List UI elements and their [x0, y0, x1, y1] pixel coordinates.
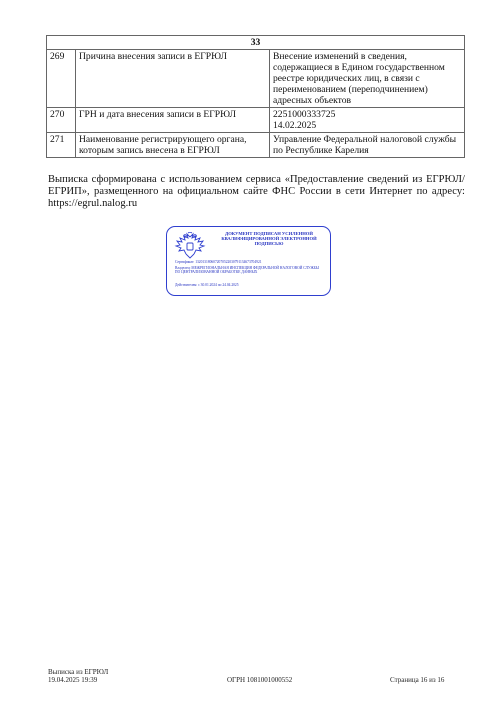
- row-number: 269: [47, 50, 76, 108]
- row-number: 270: [47, 108, 76, 133]
- section-header-row: [47, 36, 465, 50]
- source-note: Выписка сформирована с использованием сервиса «Предоставление сведений из ЕГРЮЛ/ЕГРИП», размещенного на официальном сайте ФНС России в сети Интернет по адресу: https://egrul.nalog.ru: [48, 174, 465, 209]
- grn-value: 2251000333725: [273, 109, 336, 120]
- table-row: [47, 50, 465, 108]
- field-value: Управление Федеральной налоговой службы по Республике Карелия: [270, 133, 465, 158]
- field-value: [270, 108, 465, 133]
- stamp-owner: Владелец: МЕЖРЕГИОНАЛЬНАЯ ИНСПЕКЦИЯ ФЕДЕРАЛЬНОЙ НАЛОГОВОЙ СЛУЖБЫ ПО ЦЕНТРАЛИЗОВАННОЙ ОБРАБОТКЕ ДАННЫХ: [175, 266, 319, 275]
- grn-date: 14.02.2025: [273, 120, 317, 131]
- stamp-title: ДОКУМЕНТ ПОДПИСАН УСИЛЕННОЙ КВАЛИФИЦИРОВАННОЙ ЭЛЕКТРОННОЙ ПОДПИСЬЮ: [221, 231, 317, 247]
- field-name: ГРН и дата внесения записи в ЕГРЮЛ: [76, 108, 270, 133]
- stamp-validity: Действителен: с 30.01.2024 по 24.04.2025: [175, 283, 239, 287]
- double-headed-eagle-emblem-icon: [173, 232, 207, 260]
- table-row: [47, 133, 465, 158]
- row-number: 271: [47, 133, 76, 158]
- field-value: Внесение изменений в сведения, содержащиеся в Едином государственном реестре юридических лиц, в связи с переименованием (переподчинением) адресных объектов: [270, 50, 465, 108]
- field-name: Причина внесения записи в ЕГРЮЛ: [76, 50, 270, 108]
- electronic-signature-stamp: [166, 226, 331, 296]
- footer-title: Выписка из ЕГРЮЛ: [48, 668, 109, 676]
- egrul-records-table: [46, 35, 465, 158]
- footer-left: [48, 668, 108, 684]
- footer-datetime: 19.04.2025 19:39: [48, 676, 98, 684]
- section-number: 33: [47, 36, 465, 50]
- table-row: [47, 108, 465, 133]
- footer-ogrn: ОГРН 1081001000552: [227, 676, 293, 684]
- stamp-certificate: Сертификат: 1320131806072070522030791134673704921: [175, 260, 262, 264]
- footer-page-number: Страница 16 из 16: [390, 676, 445, 684]
- field-name: Наименование регистрирующего органа, которым запись внесена в ЕГРЮЛ: [76, 133, 270, 158]
